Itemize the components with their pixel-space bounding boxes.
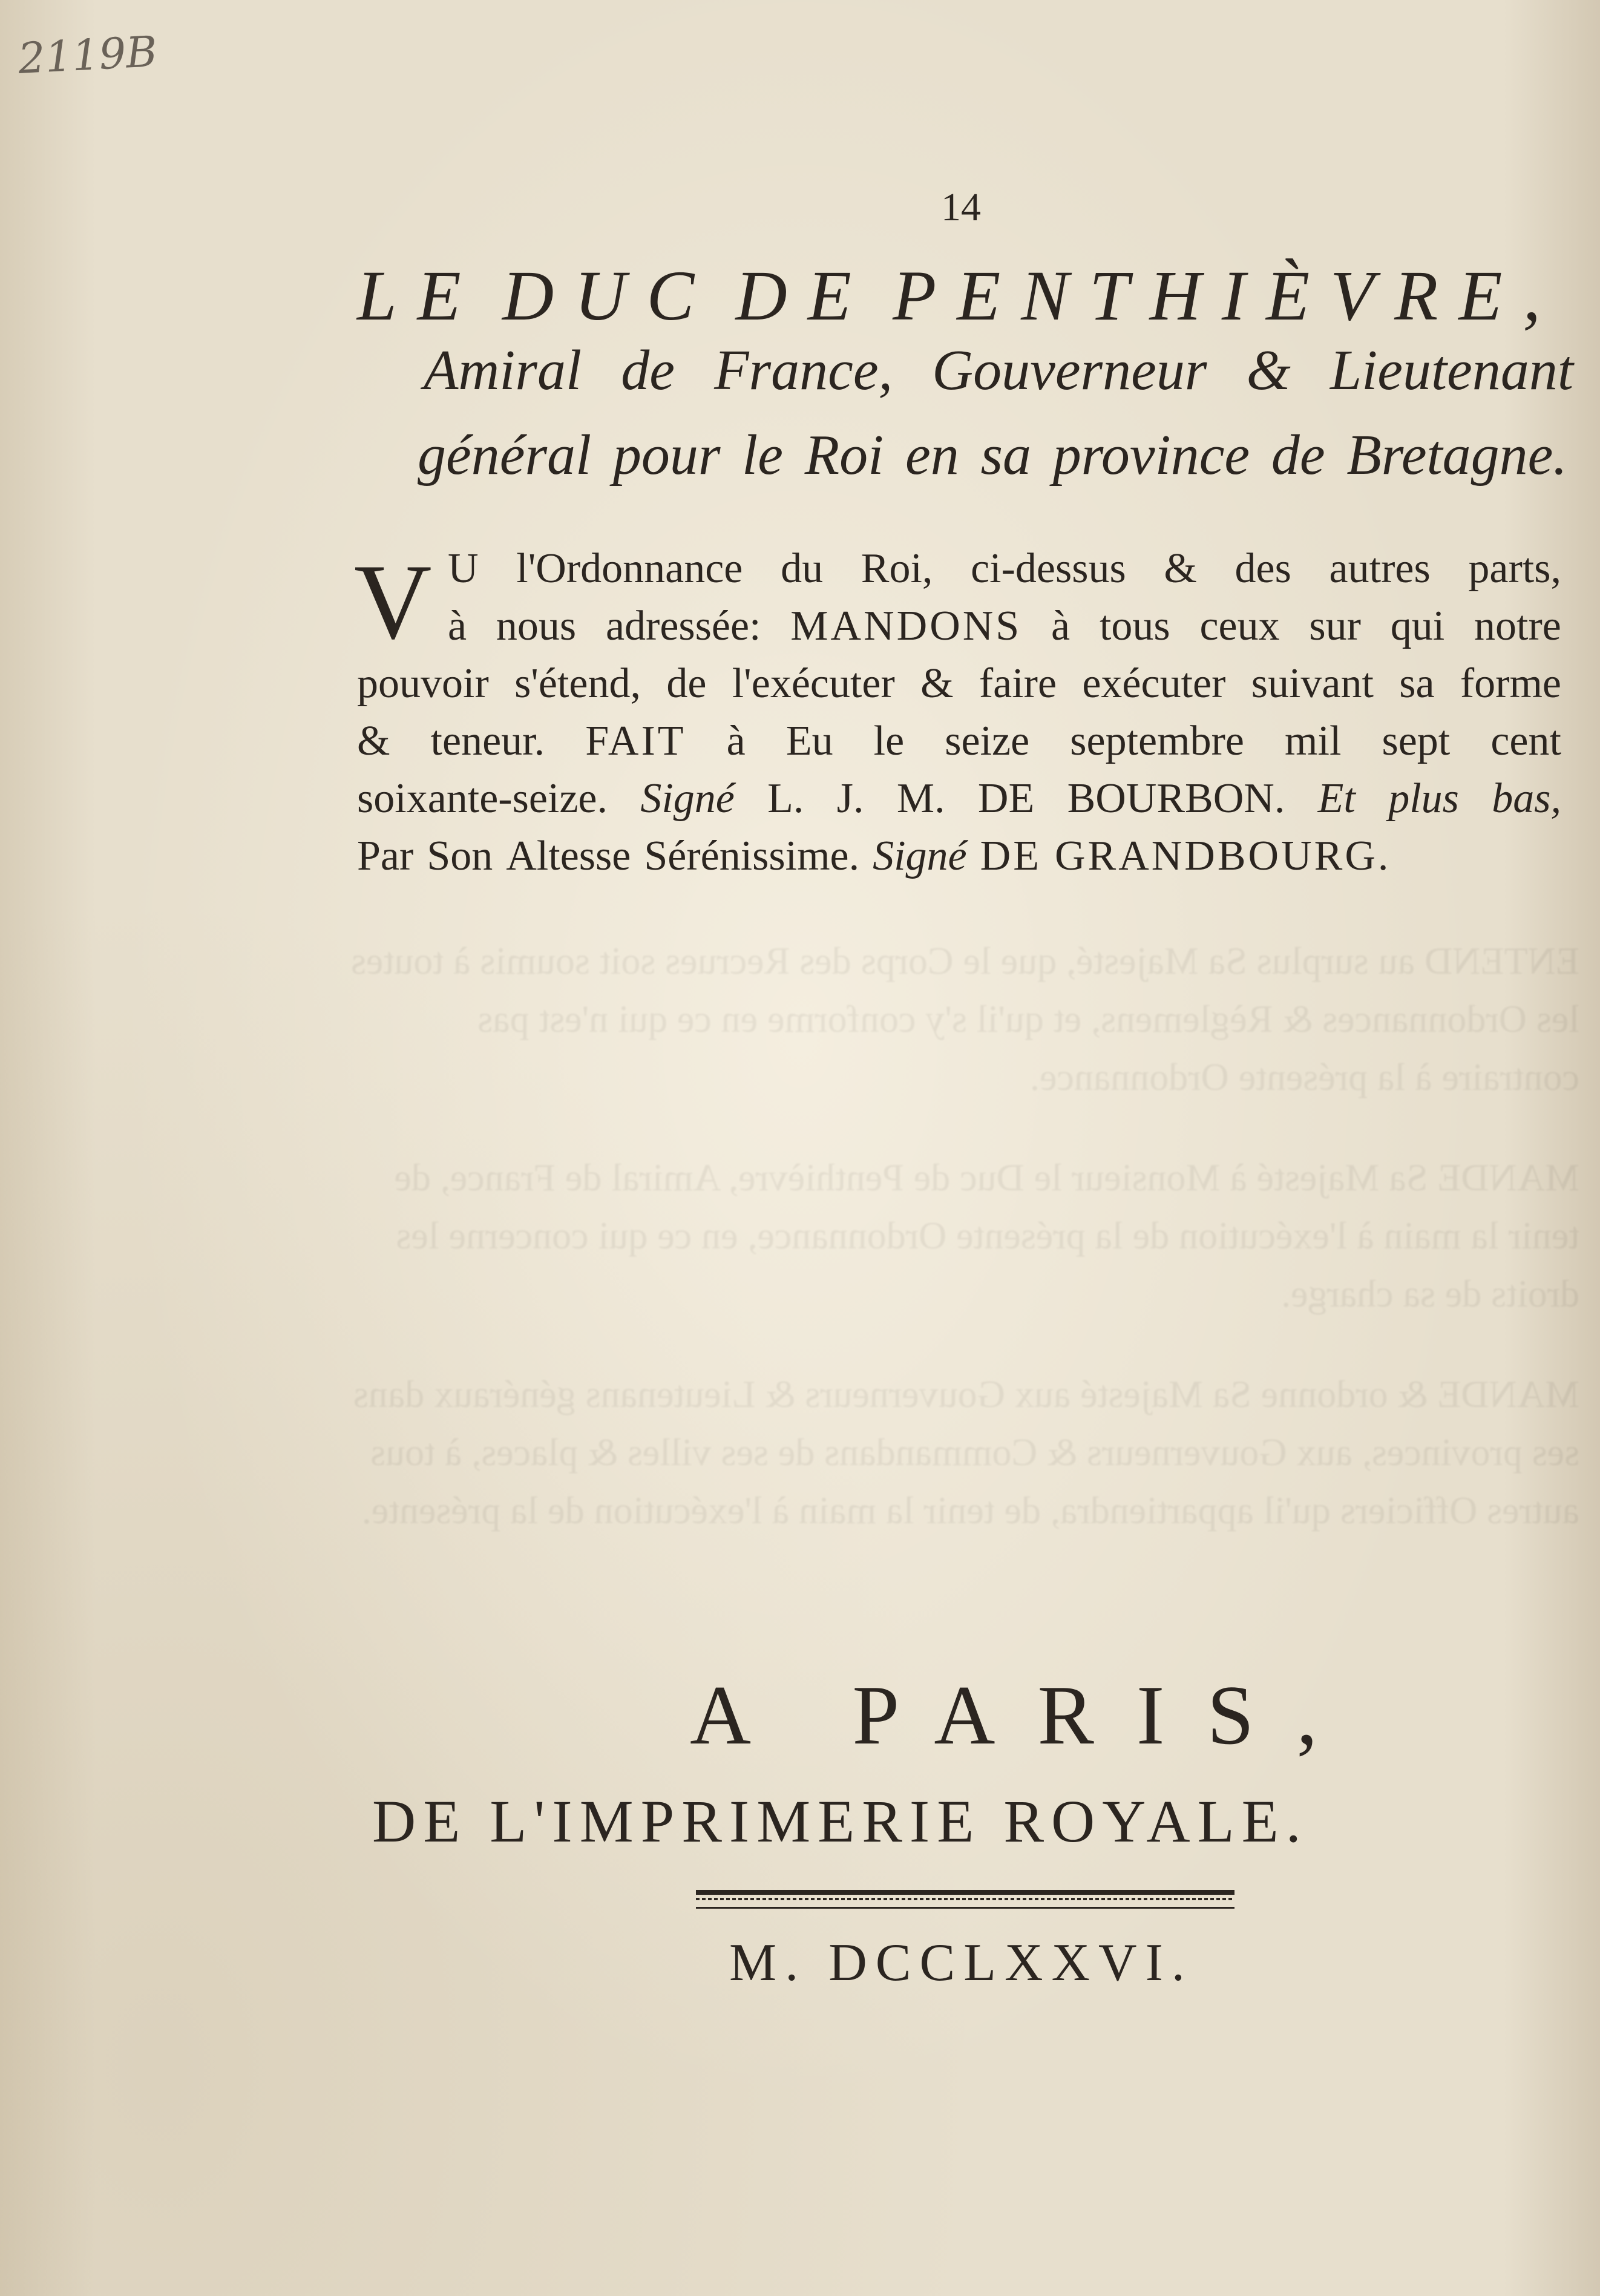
word: parts, [1468,545,1561,592]
word: seize [945,718,1030,764]
body-paragraph [357,536,1561,881]
word: BOURBON. [1067,775,1285,822]
title-word: DUC [502,256,715,335]
ornamental-rule [696,1890,1234,1909]
subtitle-word: France, [714,339,893,402]
word: du [781,545,824,592]
word: mil [1285,718,1342,764]
word: Roi, [861,545,933,592]
word: cent [1490,718,1561,764]
subtitle-line-1 [424,339,1573,402]
word: FAIT [585,718,686,764]
drop-cap: V [354,542,432,661]
word: ceux [1199,603,1280,649]
page-number: 14 [941,185,981,229]
subtitle-word: Amiral [424,339,582,402]
word: sept [1382,718,1451,764]
word: autres [1329,545,1431,592]
page-title [357,256,1561,335]
subtitle-word: Bretagne. [1346,424,1567,487]
word: septembre [1070,718,1244,764]
subtitle-line-2 [418,424,1567,487]
subtitle-word: province [1052,424,1250,487]
word: à [726,718,746,764]
body-line [357,823,1561,881]
word: Signé [873,833,967,879]
body-line [357,766,1561,823]
word: MANDONS [790,603,1022,649]
subtitle-word: sa [980,424,1032,487]
word: suivant [1251,660,1374,707]
word: U [448,545,479,592]
word: soixante-seize. [357,775,608,822]
word: teneur. [430,718,545,764]
word: & [1164,545,1197,592]
word: pouvoir [357,660,489,707]
word: Sérénissime. [644,833,860,879]
subtitle-word: de [621,339,675,402]
word: Et [1317,775,1356,822]
word: M. [896,775,945,822]
show-through-text: ENTEND au surplus Sa Majesté, que le Corps des Recrues soit soumis à toutes les Ordonnances & Règlemens, et qu'il s'y conforme en ce qui n'est pas contraire à la présente Ordonnance. MANDE Sa Majesté à Monsieur le Duc de Penthièvre, Amiral de France, de tenir la main à l'exécution de la présente Ordonnance, en ce qui concerne les droits de sa charge. MANDE & ordonne Sa Majesté aux Gouverneurs & Lieutenans généraux dans ses provinces, aux Gouverneurs & Commandans de ses villes & places, à tous autres Officiers qu'il appartiendra, de tenir la main à l'exécution de la présente. [351,939,1579,1532]
word: à [1051,603,1070,649]
word: sa [1399,660,1435,707]
title-word: PENTHIÈVRE, [893,256,1561,335]
body-line [357,651,1561,708]
word: Son [427,833,493,879]
word: DE [980,833,1041,879]
word: L. [767,775,804,822]
word: plus [1388,775,1459,822]
body-line [448,593,1561,651]
word: adressée: [605,603,761,649]
subtitle-word: Lieutenant [1330,339,1573,402]
word: exécuter [1082,660,1226,707]
word: Par [357,833,414,879]
subtitle-word: de [1271,424,1325,487]
word: Signé [640,775,735,822]
word: GRANDBOURG. [1054,833,1391,879]
word: & [920,660,954,707]
word: Altesse [506,833,631,879]
word: Eu [785,718,833,764]
word: le [873,718,905,764]
word: DE [977,775,1035,822]
word: faire [979,660,1057,707]
body-line [448,536,1561,593]
subtitle-word: pour [612,424,721,487]
word: l'Ordonnance [516,545,743,592]
title-word: LE [357,256,482,335]
word: J. [836,775,864,822]
word: nous [496,603,577,649]
word: tous [1099,603,1170,649]
word: s'étend, [514,660,641,707]
subtitle-word: général [418,424,592,487]
word: qui [1390,603,1445,649]
word: de [666,660,707,707]
shelfmark-annotation: 2119B [17,27,159,84]
subtitle-word: le [742,424,784,487]
word: notre [1474,603,1561,649]
word: ci-dessus [971,545,1126,592]
imprint-year: M. DCCLXXVI. [729,1934,1193,1992]
subtitle-word: Roi [804,424,884,487]
word: forme [1460,660,1561,707]
word: des [1234,545,1291,592]
subtitle-word: en [905,424,959,487]
word: bas, [1492,775,1561,822]
title-word: DE [735,256,872,335]
word: sur [1309,603,1361,649]
word: l'exécuter [732,660,895,707]
imprint-city: A PARIS, [690,1668,1360,1762]
body-line [357,708,1561,766]
imprint-printer: DE L'IMPRIMERIE ROYALE. [372,1788,1308,1855]
word: & [357,718,390,764]
subtitle-word: & [1246,339,1291,402]
subtitle-word: Gouverneur [932,339,1207,402]
word: à [448,603,467,649]
